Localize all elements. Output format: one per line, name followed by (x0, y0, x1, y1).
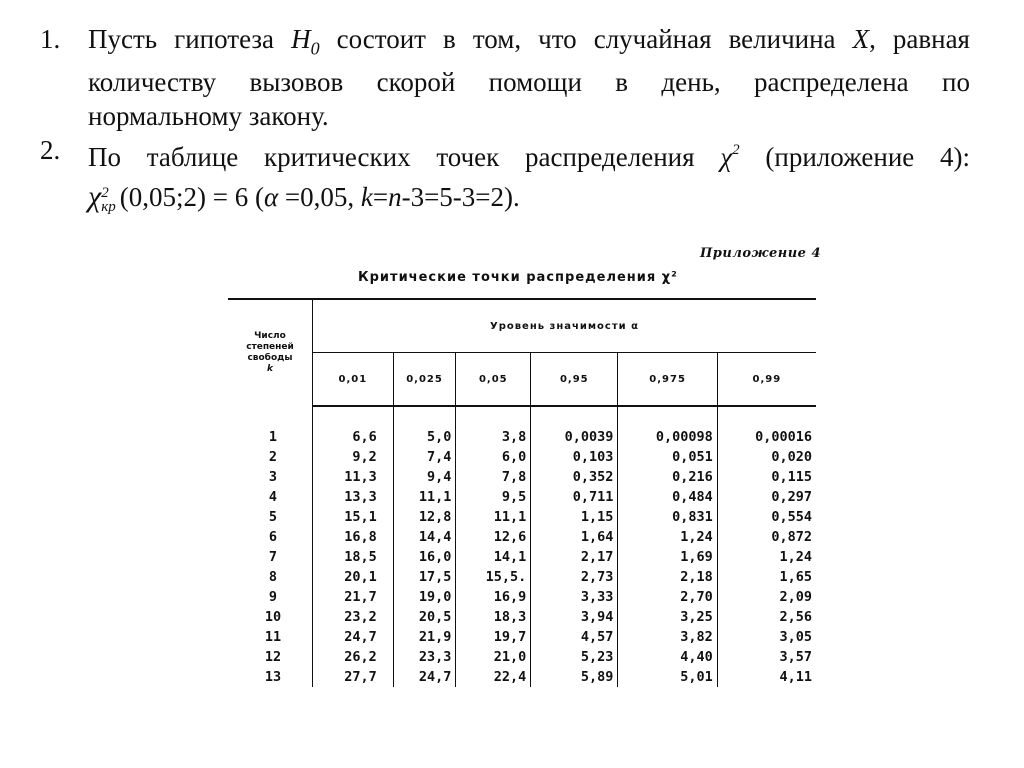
spacer-cell (228, 406, 313, 427)
alpha-header-row (228, 353, 816, 407)
value-cell: 22,4 (456, 667, 531, 687)
chi-superscript: 2 (101, 185, 109, 202)
chi-symbol (720, 142, 739, 172)
value-cell: 16,8 (313, 527, 394, 547)
item1-line2: количеству вызовов скорой помощи в день, распределена по (88, 67, 970, 98)
value-cell: 27,7 (313, 667, 394, 687)
header-line: свободы (247, 353, 293, 363)
value-cell: 19,7 (456, 627, 531, 647)
value-cell: 9,5 (456, 487, 531, 507)
text-span: (приложение 4): (739, 142, 970, 173)
value-cell: 17,5 (393, 567, 456, 587)
item-body (88, 22, 970, 133)
value-cell: 5,89 (531, 667, 618, 687)
chi-sup-sub (101, 186, 116, 214)
value-cell: 0,00016 (755, 429, 812, 445)
value-cell: 5,23 (531, 647, 618, 667)
k-cell: 8 (228, 567, 313, 587)
value-cell: 11,1 (456, 507, 531, 527)
header-line: k (267, 364, 273, 374)
value-cell: 0,00098 (618, 427, 717, 447)
table-row (228, 547, 816, 567)
value-cell: 0,872 (771, 529, 812, 545)
table-title: Критические точки распределения χ² (358, 270, 678, 285)
k-cell: 2 (228, 447, 313, 467)
value-cell: 26,2 (313, 647, 394, 667)
value-cell: 4,40 (618, 647, 717, 667)
chi-square-table (228, 298, 816, 687)
value-cell: 1,65 (779, 569, 812, 585)
list-item-1 (40, 22, 970, 133)
value-cell: 0,103 (531, 447, 618, 467)
value-cell: 5,0 (393, 427, 456, 447)
value-cell: 18,3 (456, 607, 531, 627)
value-cell: 2,18 (618, 567, 717, 587)
item-number: 1. (40, 24, 61, 54)
value-cell: 3,57 (779, 649, 812, 665)
value-cell: 15,1 (313, 507, 394, 527)
chi-letter: χ (720, 142, 733, 173)
alpha-header-cell: 0,975 (618, 353, 717, 407)
n-symbol: n (388, 182, 402, 213)
header-line: степеней (246, 342, 294, 352)
value-cell: 21,7 (313, 587, 394, 607)
k-cell: 6 (228, 527, 313, 547)
value-cell: 7,4 (393, 447, 456, 467)
text-span: состоит в том, что случайная величина (319, 24, 853, 54)
k-cell: 5 (228, 507, 313, 527)
alpha-header-cell: 0,01 (313, 353, 394, 407)
value-cell: 16,9 (456, 587, 531, 607)
value-cell: 6,6 (313, 427, 394, 447)
value-cell: 24,7 (393, 667, 456, 687)
item1-line1 (88, 22, 970, 65)
text-span: ( (248, 182, 264, 213)
table-row (228, 427, 816, 447)
k-cell: 11 (228, 627, 313, 647)
k-cell: 12 (228, 647, 313, 667)
text-span: -3=5-3=2). (401, 182, 520, 213)
value-cell: 0,297 (771, 489, 812, 505)
text-span: =0,05, (278, 182, 361, 213)
k-symbol: k (360, 182, 373, 213)
value-cell: 0,554 (771, 509, 812, 525)
value-cell: 14,4 (393, 527, 456, 547)
table-row (228, 507, 816, 527)
value-cell: 1,24 (779, 549, 812, 565)
alpha-header-cell: 0,95 (531, 353, 618, 407)
value-cell: 12,6 (456, 527, 531, 547)
value-cell: 9,2 (313, 447, 394, 467)
alpha-header-cell: 0,99 (717, 353, 816, 407)
value-cell: 0,352 (531, 467, 618, 487)
value-cell: 2,70 (618, 587, 717, 607)
value-cell: 18,5 (313, 547, 394, 567)
chi-superscript: 2 (732, 142, 740, 159)
table-row (228, 447, 816, 467)
value-cell: 20,1 (313, 567, 394, 587)
value-cell: 3,05 (779, 629, 812, 645)
value-cell: 24,7 (313, 627, 394, 647)
spacer-cell (618, 406, 717, 427)
k-cell: 10 (228, 607, 313, 627)
h-letter: H (291, 24, 311, 54)
table-row (228, 467, 816, 487)
value-cell: 4,11 (779, 669, 812, 685)
k-cell: 4 (228, 487, 313, 507)
value-cell: 0,711 (531, 487, 618, 507)
value-cell: 2,56 (779, 609, 812, 625)
value-cell: 0,831 (618, 507, 717, 527)
k-cell: 13 (228, 667, 313, 687)
value-cell: 2,09 (779, 589, 812, 605)
value-cell: 20,5 (393, 607, 456, 627)
value-cell: 13,3 (313, 487, 394, 507)
value-cell: 21,9 (393, 627, 456, 647)
value-cell: 0,484 (618, 487, 717, 507)
value-cell: 3,8 (456, 427, 531, 447)
variable-x: X (852, 24, 870, 54)
alpha-header-cell: 0,05 (456, 353, 531, 407)
value-cell: 23,3 (393, 647, 456, 667)
alpha-header-cell: 0,025 (393, 353, 456, 407)
value-cell: 5,01 (618, 667, 717, 687)
item1-line3: нормальному закону. (88, 101, 329, 132)
table-row (228, 587, 816, 607)
table-row (228, 627, 816, 647)
value-cell: 1,69 (618, 547, 717, 567)
text-span: = (372, 182, 389, 213)
text-span: Пусть гипотеза (88, 24, 292, 54)
value-cell: 11,1 (393, 487, 456, 507)
value-cell: 3,94 (531, 607, 618, 627)
value-cell: 1,64 (531, 527, 618, 547)
value-cell: 0,216 (618, 467, 717, 487)
value-cell: 0,0039 (531, 427, 618, 447)
value-cell: 15,5. (456, 567, 531, 587)
value-cell: 0,115 (771, 469, 812, 485)
value-cell: 23,2 (313, 607, 394, 627)
value-cell: 3,33 (531, 587, 618, 607)
value-cell: 9,4 (393, 467, 456, 487)
spacer-row (228, 406, 816, 427)
slide-text (40, 22, 970, 214)
spacer-cell (531, 406, 618, 427)
value-cell: 0,051 (618, 447, 717, 467)
text-span: По таблице критических точек распределения (88, 142, 721, 173)
chi-subscript: кр (101, 199, 116, 216)
critical-value-formula (88, 180, 970, 214)
item-number: 2. (40, 135, 61, 166)
value-cell: 14,1 (456, 547, 531, 567)
table-row (228, 567, 816, 587)
h-subscript: 0 (310, 38, 320, 59)
k-cell: 3 (228, 467, 313, 487)
hypothesis-symbol (291, 24, 320, 59)
value-cell: 1,15 (531, 507, 618, 527)
list-item-2 (40, 133, 970, 214)
value-cell: 4,57 (531, 627, 618, 647)
value-cell: 16,0 (393, 547, 456, 567)
item-body (88, 133, 970, 214)
table-row (228, 667, 816, 687)
table-row (228, 527, 816, 547)
value-cell: 2,17 (531, 547, 618, 567)
chi-letter: χ (88, 180, 102, 214)
value-cell: 21,0 (456, 647, 531, 667)
header-line: Число (254, 331, 286, 341)
text-span: , равная (869, 24, 970, 54)
value-cell: 11,3 (313, 467, 394, 487)
spacer-cell (393, 406, 456, 427)
table-header-row (228, 299, 816, 353)
spacer-cell (456, 406, 531, 427)
table-row (228, 647, 816, 667)
value-cell: 6,0 (456, 447, 531, 467)
value-cell: 0,020 (771, 449, 812, 465)
k-cell: 7 (228, 547, 313, 567)
formula-args: (0,05;2) = 6 (119, 182, 249, 213)
k-cell: 1 (228, 427, 313, 447)
table-body (228, 406, 816, 687)
value-cell: 1,24 (618, 527, 717, 547)
value-cell: 3,25 (618, 607, 717, 627)
table-row (228, 607, 816, 627)
value-cell: 7,8 (456, 467, 531, 487)
spacer-cell (717, 406, 816, 427)
spacer-cell (313, 406, 394, 427)
value-cell: 12,8 (393, 507, 456, 527)
significance-level-header: Уровень значимости α (313, 299, 817, 353)
value-cell: 19,0 (393, 587, 456, 607)
value-cell: 2,73 (531, 567, 618, 587)
degrees-of-freedom-header (228, 299, 313, 406)
table-row (228, 487, 816, 507)
alpha-symbol: α (263, 182, 279, 213)
item2-line1 (88, 133, 970, 174)
chi-square-table-container (228, 298, 816, 687)
appendix-label: Приложение 4 (700, 246, 822, 261)
k-cell: 9 (228, 587, 313, 607)
value-cell: 3,82 (618, 627, 717, 647)
